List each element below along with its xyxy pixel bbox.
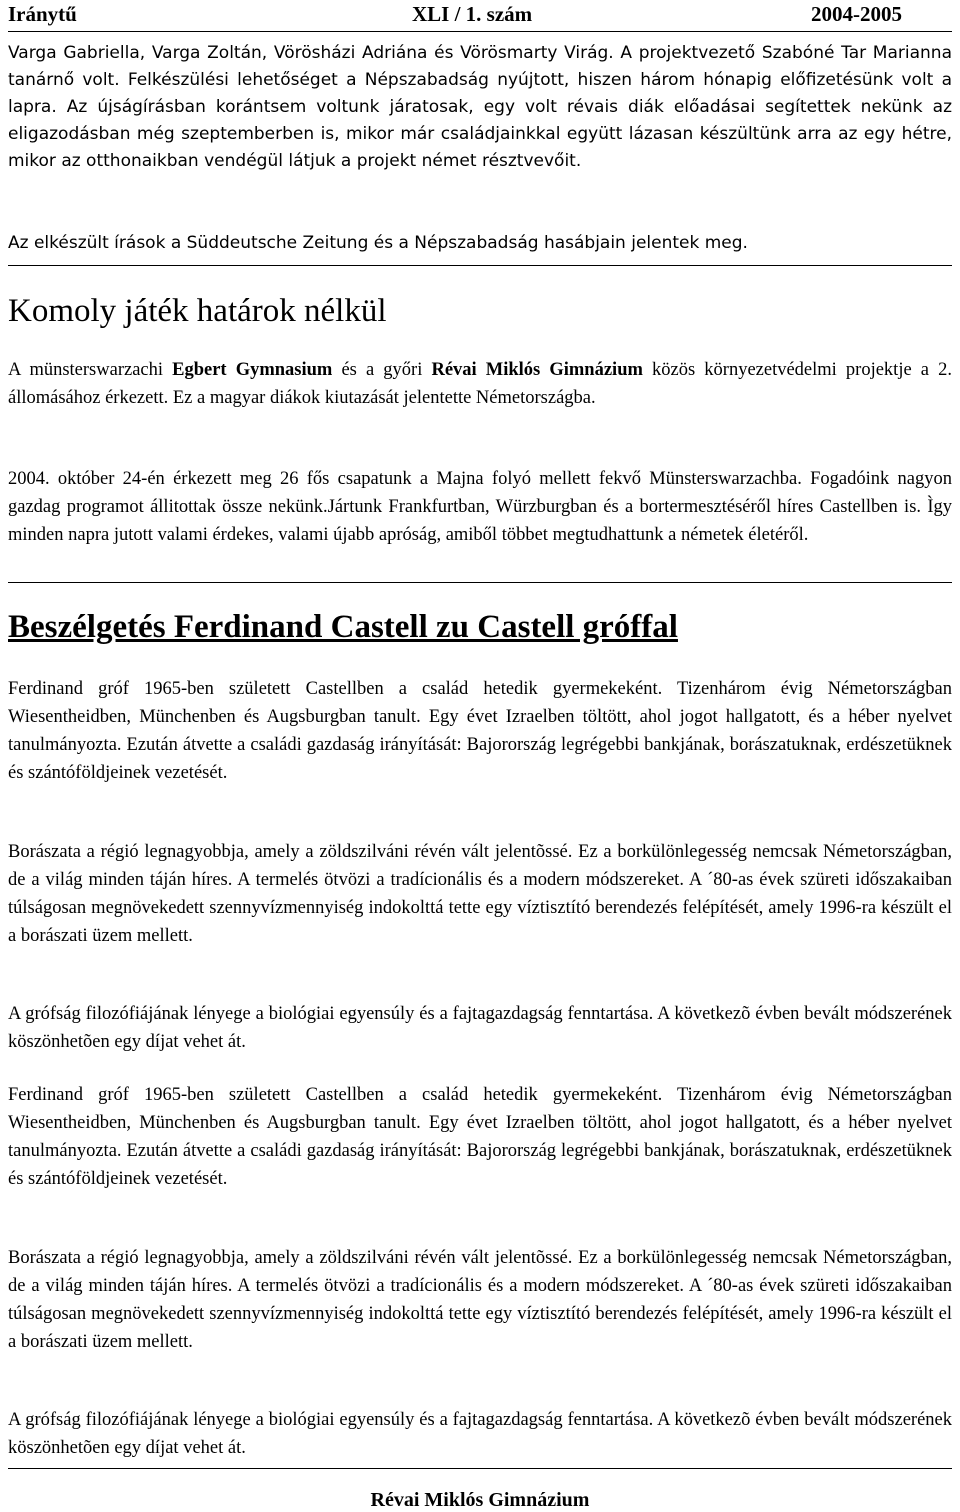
page-header (8, 2, 952, 28)
article-lead-paragraph (8, 356, 952, 412)
article-body-paragraph: 2004. október 24-én érkezett meg 26 fős csapatunk a Majna folyó mellett fekvő Münsterswarzachba. Fogadóink nagyon gazdag programot állitottak össze nekünk.Jártunk Frankfurtban, Würzburgban és a bortermesztéséről híres Castellben is. Ìgy minden napra jutott valami érdekes, valami újabb apróság, amiből többet megtudhattunk a németek életéről. (8, 469, 952, 545)
page-footer: Révai Miklós Gimnázium (370, 1489, 590, 1511)
school-name-hungarian: Révai Miklós Gimnázium (431, 360, 643, 380)
interview-paragraph: Ferdinand gróf 1965-ben született Castellben a család hetedik gyermekeként. Tizenhárom évig Németországban Wiesentheidben, Münchenben és Augsburgban tanult. Egy évet Izraelben töltött, ahol jogot hallgatott, és a héber nyelvet tanulmányozta. Ezután átvette a családi gazdaság irányítását: Bajorország legrégebbi bankjának, borászatuknak, erdészetüknek és szántóföldjeinek vezetését. (8, 1085, 952, 1189)
intro-paragraph: Varga Gabriella, Varga Zoltán, Vörösházi Adriána és Vörösmarty Virág. A projektvezető Szabóné Tar Marianna tanárnő volt. Felkészülési lehetőséget a Népszabadság nyújtott, hiszen három hónapig előfizetésünk volt a lapra. Az újságírásban korántsem voltunk járatosak, egy volt révais diák előadásai segítettek nekünk az eligazodásban még szeptemberben is, mikor már családjainkkal együtt lázasan készültünk arra az egy hétre, mikor az otthonaikban vendégül látjuk a projekt német résztvevőit. (8, 43, 952, 171)
interview-paragraph: Borászata a régió legnagyobbja, amely a zöldszilváni révén vált jelentõssé. Ez a borkülönlegesség nemcsak Németországban, de a világ minden táján híres. A termelés ötvözi a tradícionális és a modern módszereket. A ´80-as évek szüreti időszakaiban túlságosan megnövekedett szennyvízmennyiség indokolttá tette egy víztisztító berendezés felépítését, amely 1996-ra készült el a borászati üzem mellett. (8, 842, 952, 946)
interview-title: Beszélgetés Ferdinand Castell zu Castell gróffal (8, 609, 678, 645)
section-rule (8, 265, 952, 266)
intro-publication-note: Az elkészült írások a Süddeutsche Zeitung és a Népszabadság hasábjain jelentek meg. (8, 233, 748, 253)
header-year: 2004-2005 (811, 2, 902, 26)
interview-paragraph: A grófság filozófiájának lényege a biológiai egyensúly és a fajtagazdagság fenntartása. A következõ évben bevált módszerének köszönhetõen egy díjat vehet át. (8, 1410, 952, 1458)
interview-paragraph: Borászata a régió legnagyobbja, amely a zöldszilváni révén vált jelentõssé. Ez a borkülönlegesség nemcsak Németországban, de a világ minden táján híres. A termelés ötvözi a tradícionális és a modern módszereket. A ´80-as évek szüreti időszakaiban túlságosan megnövekedett szennyvízmennyiség indokolttá tette egy víztisztító berendezés felépítését, amely 1996-ra készült el a borászati üzem mellett. (8, 1248, 952, 1352)
interview-paragraph: Ferdinand gróf 1965-ben született Castellben a család hetedik gyermekeként. Tizenhárom évig Németországban Wiesentheidben, Münchenben és Augsburgban tanult. Egy évet Izraelben töltött, ahol jogot hallgatott, és a héber nyelvet tanulmányozta. Ezután átvette a családi gazdaság irányítását: Bajorország legrégebbi bankjának, borászatuknak, erdészetüknek és szántóföldjeinek vezetését. (8, 679, 952, 783)
school-name-german: Egbert Gymnasium (172, 360, 333, 380)
lead-text: A münsterswarzachi (8, 360, 173, 380)
article-title: Komoly játék határok nélkül (8, 293, 387, 329)
lead-text: és a győri (332, 360, 432, 380)
header-rule (8, 31, 952, 32)
interview-paragraph: A grófság filozófiájának lényege a biológiai egyensúly és a fajtagazdagság fenntartása. A következõ évben bevált módszerének köszönhetõen egy díjat vehet át. (8, 1004, 952, 1052)
footer-rule (8, 1468, 952, 1469)
header-publication: Iránytű (8, 2, 77, 26)
header-issue: XLI / 1. szám (412, 2, 533, 26)
section-rule (8, 582, 952, 583)
lead-text: közös környezetvédelmi projektje a 2. állomásához érkezett. Ez a magyar diákok kiutazását jelentette Németországba. (8, 360, 952, 408)
